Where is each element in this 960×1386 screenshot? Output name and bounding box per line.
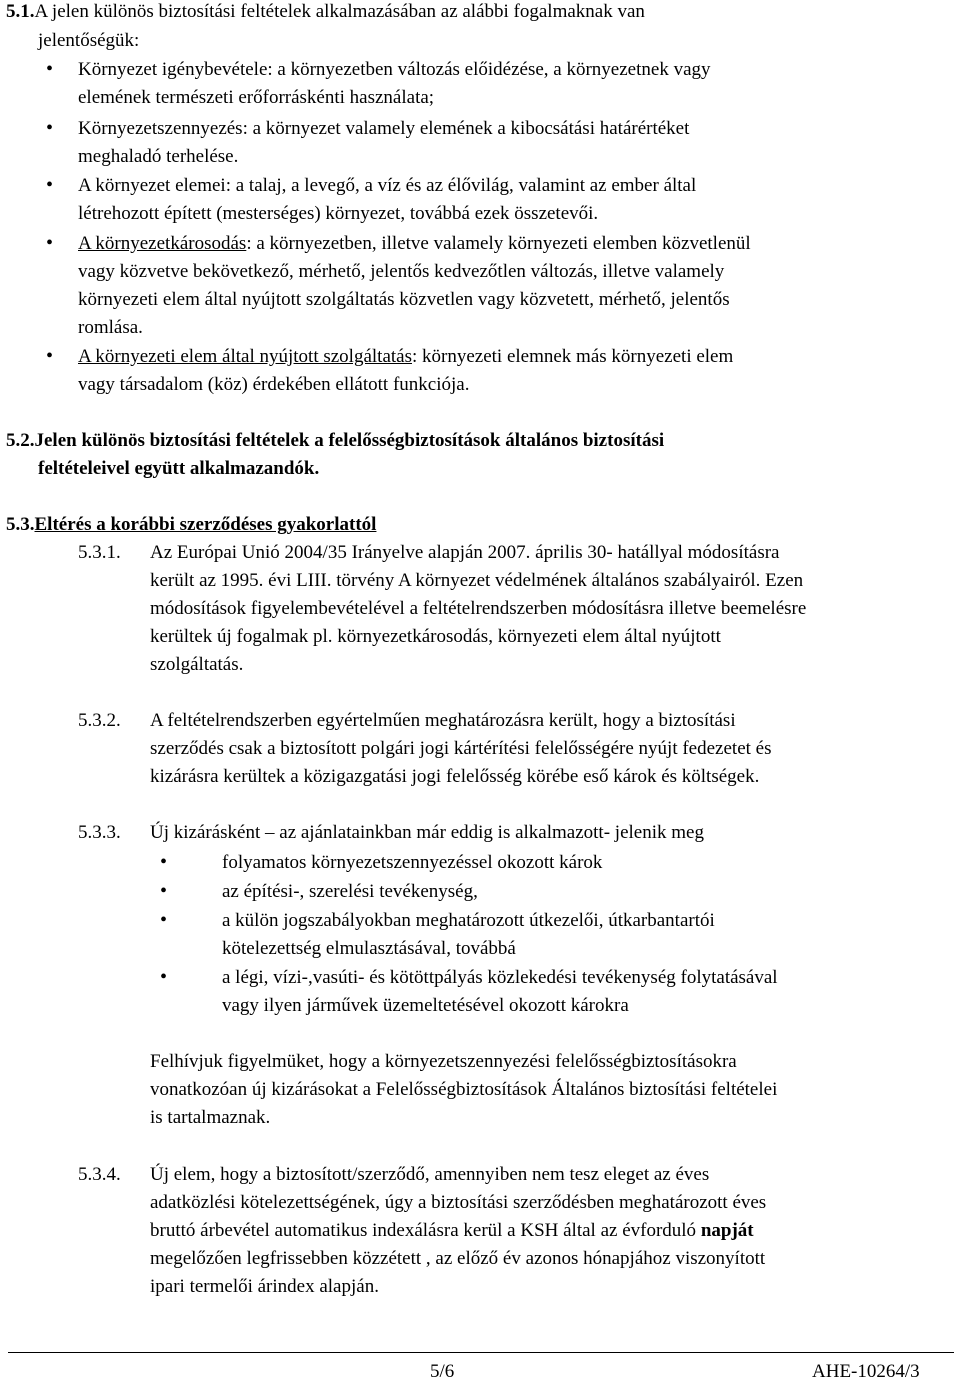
definition-4-line-3: környezeti elem által nyújtott szolgáltatás közvetlen vagy közvetett, mérhető, jelentős xyxy=(78,289,730,310)
definition-5-text: : környezeti elemnek más környezeti elem xyxy=(411,346,734,367)
definition-5-line-1 xyxy=(78,342,954,371)
subsection-5-3-4-text: bruttó árbevétel automatikus indexálásra kerül a KSH által az évforduló xyxy=(150,1220,697,1241)
subsection-5-3-3-line-1: Új kizárásként – az ajánlatainkban már eddig is alkalmazott- jelenik meg xyxy=(150,822,704,843)
subsection-5-3-4-line-4: megelőzően legfrissebben közzétett , az előző év azonos hónapjához viszonyított xyxy=(150,1248,766,1269)
bullet-icon: • xyxy=(46,174,54,196)
section-title: Eltérés a korábbi szerződéses gyakorlattól xyxy=(34,514,377,535)
bullet-icon: • xyxy=(160,909,168,931)
exclusion-item-4-line-2: vagy ilyen járművek üzemeltetésével okozott károkra xyxy=(222,995,629,1016)
exclusion-item-3-line-1: a külön jogszabályokban meghatározott útkezelői, útkarbantartói xyxy=(222,910,715,931)
section-5-2-line-1: 5.2.Jelen különös biztosítási feltételek a felelősségbiztosítások általános biztosítási xyxy=(6,430,665,451)
subsection-5-3-1-line-1: Az Európai Unió 2004/35 Irányelve alapján 2007. április 30- hatállyal módosításra xyxy=(150,542,780,563)
subsection-5-3-1-line-5: szolgáltatás. xyxy=(150,654,244,675)
term-environmental-damage: A környezetkárosodás xyxy=(78,233,247,254)
subsection-5-3-4-line-2: adatközlési kötelezettségének, úgy a biztosítási szerződésben meghatározott éves xyxy=(150,1192,767,1213)
subsection-number: 5.3.1. xyxy=(78,542,121,563)
notice-line-1: Felhívjuk figyelmüket, hogy a környezetszennyezési felelősségbiztosításokra xyxy=(150,1051,737,1072)
section-5-1-intro xyxy=(6,0,954,26)
definition-3-line-2: létrehozott épített (mesterséges) környezet, továbbá ezek összetevői. xyxy=(78,203,599,224)
subsection-5-3-1-line-4: kerültek új fogalmak pl. környezetkárosodás, környezeti elem által nyújtott xyxy=(150,626,721,647)
bullet-icon: • xyxy=(160,851,168,873)
notice-line-3: is tartalmaznak. xyxy=(150,1107,271,1128)
subsection-5-3-4-line-3 xyxy=(150,1216,954,1245)
definition-4-text: : a környezetben, illetve valamely környezeti elemben közvetlenül xyxy=(246,233,751,254)
bullet-icon: • xyxy=(46,58,54,80)
section-number: 5.3. xyxy=(6,514,35,535)
subsection-5-3-2-line-1: A feltételrendszerben egyértelműen meghatározásra került, hogy a biztosítási xyxy=(150,710,736,731)
subsection-5-3-1-line-3: módosítások figyelembevételével a feltételrendszerben módosításra illetve beemelésre xyxy=(150,598,807,619)
definition-4-line-4: romlása. xyxy=(78,317,143,338)
page-number: 5/6 xyxy=(430,1361,455,1382)
bullet-icon: • xyxy=(46,117,54,139)
bullet-icon: • xyxy=(160,966,168,988)
term-service-of-environmental-element: A környezeti elem által nyújtott szolgáltatás xyxy=(78,346,412,367)
section-number: 5.1. xyxy=(6,1,35,22)
bold-word-napjat: napját xyxy=(700,1220,754,1241)
notice-line-2: vonatkozóan új kizárásokat a Felelősségbiztosítások Általános biztosítási feltételei xyxy=(150,1079,778,1100)
exclusion-item-2: az építési-, szerelési tevékenység, xyxy=(222,881,478,902)
definition-1-line-2: elemének természeti erőforráskénti használata; xyxy=(78,87,435,108)
subsection-5-3-4-line-5: ipari termelői árindex alapján. xyxy=(150,1276,379,1297)
subsection-number: 5.3.2. xyxy=(78,710,121,731)
exclusion-item-4-line-1: a légi, vízi-,vasúti- és kötöttpályás közlekedési tevékenység folytatásával xyxy=(222,967,778,988)
bullet-icon: • xyxy=(160,880,168,902)
definition-4-line-1 xyxy=(78,229,954,258)
definition-2-line-2: meghaladó terhelése. xyxy=(78,146,239,167)
exclusion-item-3-line-2: kötelezettség elmulasztásával, továbbá xyxy=(222,938,516,959)
exclusion-item-1: folyamatos környezetszennyezéssel okozott károk xyxy=(222,852,603,873)
subsection-number: 5.3.3. xyxy=(78,822,121,843)
subsection-number: 5.3.4. xyxy=(78,1164,121,1185)
bullet-icon: • xyxy=(46,232,54,254)
intro-text: A jelen különös biztosítási feltételek alkalmazásában az alábbi fogalmaknak van xyxy=(34,1,645,22)
definition-5-line-2: vagy társadalom (köz) érdekében ellátott funkciója. xyxy=(78,374,470,395)
bullet-icon: • xyxy=(46,345,54,367)
subsection-5-3-2-line-2: szerződés csak a biztosított polgári jogi kártérítési felelősségére nyújt fedezetet és xyxy=(150,738,772,759)
subsection-5-3-2-line-3: kizárásra kerültek a közigazgatási jogi felelősség körébe eső károk és költségek. xyxy=(150,766,760,787)
definition-2-line-1: Környezetszennyezés: a környezet valamely elemének a kibocsátási határértéket xyxy=(78,118,690,139)
subsection-5-3-4-line-1: Új elem, hogy a biztosított/szerződő, amennyiben nem tesz eleget az éves xyxy=(150,1164,710,1185)
definition-1-line-1: Környezet igénybevétele: a környezetben változás előidézése, a környezetnek vagy xyxy=(78,59,711,80)
intro-text-cont: jelentőségük: xyxy=(38,30,140,51)
section-5-2-line-2: feltételeivel együtt alkalmazandók. xyxy=(38,458,320,479)
section-5-3-heading xyxy=(6,510,376,539)
definition-4-line-2: vagy közvetve bekövetkező, mérhető, jelentős kedvezőtlen változás, illetve valamely xyxy=(78,261,725,282)
footer-divider xyxy=(8,1352,954,1353)
document-reference: AHE-10264/3 xyxy=(812,1361,920,1382)
definition-3-line-1: A környezet elemei: a talaj, a levegő, a víz és az élővilág, valamint az ember által xyxy=(78,175,697,196)
subsection-5-3-1-line-2: került az 1995. évi LIII. törvény A környezet védelmének általános szabályairól. Ezen xyxy=(150,570,804,591)
